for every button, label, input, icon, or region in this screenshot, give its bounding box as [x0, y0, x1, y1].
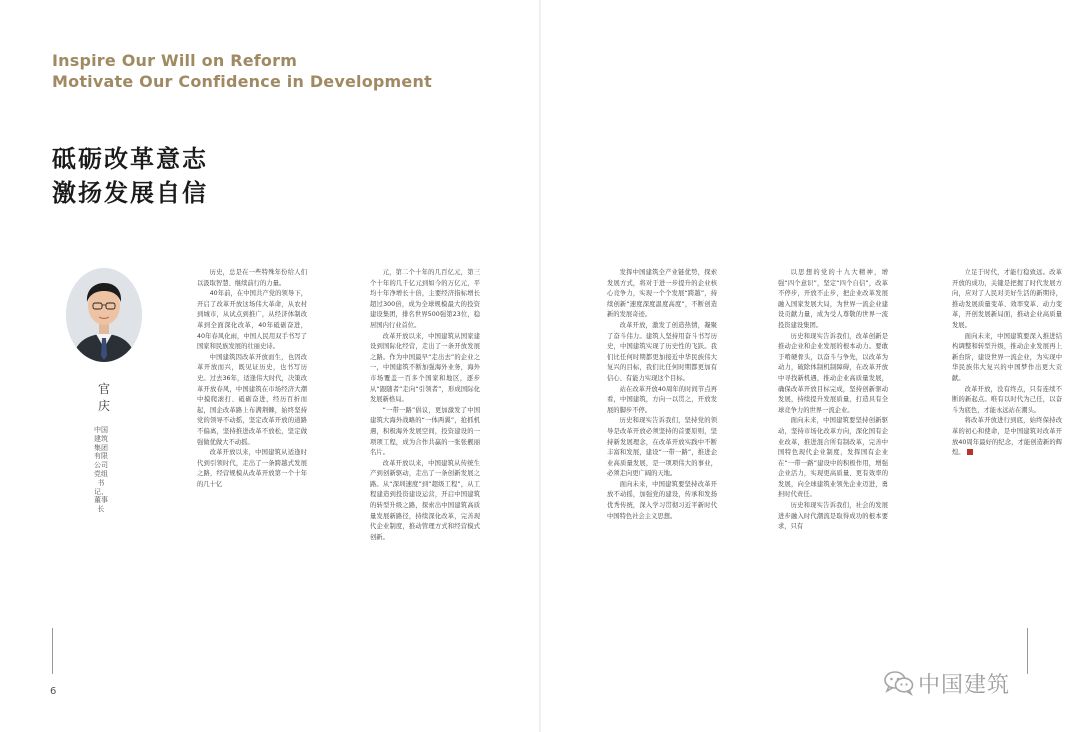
- paragraph: 面向未来，中国建筑要深入推进结构调整和转型升级，推动企业发展再上新台阶，建设世界一流企业，为实现中华民族伟大复兴的中国梦作出更大贡献。: [952, 332, 1062, 382]
- page-gutter: [539, 0, 541, 732]
- article-column-2: [370, 268, 480, 588]
- paragraph: 历史和现实告诉我们，坚持党的领导是改革开放必须坚持的首要原则，坚持新发展理念，在改革开放实践中不断丰富和发展，建设“一带一路”，推进企业高质量发展，是一项项伟大的事业，必须走向更广阔的天地。: [607, 417, 717, 478]
- wechat-icon: [884, 670, 914, 696]
- paragraph: 中国建筑因改革开放而生，也因改革开放而兴，既见证历史，也书写历史。过去36年，适逢伟大时代，决策改革开放春风，中国建筑在市场经济大潮中摸爬滚打、砥砺奋进，经历百折而起，国企改革路上布满荆棘，始终坚持党的领导不动摇，坚定改革开放的道路不偏离，坚持推进改革不放松，坚定做强做优做大不动摇。: [197, 353, 307, 446]
- paragraph: 改革开放，激发了创造热情，凝聚了奋斗伟力。建筑人坚持用奋斗书写历史，中国建筑实现了历史性的飞跃。我们比任何时期都更加接近中华民族伟大复兴的目标，我们比任何时期都更加有信心、有能力实现这个目标。: [607, 321, 717, 382]
- left-page-vertical-rule: [52, 628, 53, 674]
- paragraph: 改革开放以来，中国建筑从适逢时代到引领时代，走出了一条跨越式发展之路，经营规模从改革开放第一个十年的几十亿: [197, 449, 307, 488]
- paragraph: 立足于时代，才能行稳致远。改革开放的成功，关键是把握了时代发展方向，应对了人民对美好生活的新期待，推动发展质量变革、效率变革、动力变革，开创发展新局面，推动企业高质量发展。: [952, 269, 1062, 329]
- paragraph: 发挥中国建筑全产业链优势，探索发展方式，将对于进一步提升的企业核心竞争力，实现一个个发展“跨越”，持续创新“速度深度温度高度”，不断创造新的发展奇迹。: [607, 269, 717, 319]
- article-column-3: [607, 268, 717, 588]
- paragraph: 40年前，在中国共产党的领导下，开启了改革开放这场伟大革命，从农村到城市，从试点到推广，从经济体制改革到全面深化改革，40年砥砺奋进，40年春风化雨，中国人民用双手书写了国家和民族发展的壮丽史诗。: [197, 290, 307, 351]
- article-column-4: [778, 268, 888, 588]
- author-portrait: [66, 268, 142, 362]
- paragraph: 元，第二个十年的几百亿元，第三个十年的几千亿元到如今的万亿元，平均十年净增长十倍，主要经济指标增长超过300倍，成为全球规模最大的投资建设集团，排名世界500强第23位，稳居国内行业首位。: [370, 269, 480, 329]
- paragraph: 历史，总是在一些特殊年份给人们以汲取智慧、继续前行的力量。: [197, 269, 307, 287]
- english-title: [52, 50, 432, 92]
- paragraph-last: [952, 416, 1062, 458]
- english-title-line-2: Motivate Our Confidence in Development: [52, 72, 432, 91]
- paragraph: 以思想的党的十九大精神，增强“四个意识”，坚定“四个自信”，改革不停步，开放不止步，把企业改革发展融入国家发展大局，为世界一流企业建设贡献力量，成为受人尊敬的世界一流投资建设集团。: [778, 269, 888, 329]
- right-page-vertical-rule: [1027, 628, 1028, 674]
- paragraph-last-text: 将改革开放进行到底，始终保持改革的初心和使命，是中国建筑对改革开放40周年最好的纪念，才能创造新的辉煌。: [952, 417, 1062, 457]
- watermark-text: 中国建筑: [918, 672, 1011, 698]
- paragraph: 面向未来，中国建筑要坚持创新驱动，坚持市场化改革方向，深化国有企业改革，推进混合所有制改革，完善中国特色现代企业制度，发挥国有企业在“一带一路”建设中的积极作用，增强企业活力，实现更高质量、更有效率的发展，向全球建筑业领先企业迈进，勇担时代责任。: [778, 417, 888, 499]
- watermark: [884, 665, 1010, 701]
- article-column-1: [197, 268, 307, 588]
- chinese-title-line-2: 激扬发展自信: [52, 179, 208, 207]
- end-of-article-mark: [967, 449, 973, 455]
- paragraph: 历史和现实告诉我们，改革创新是推动企业和企业发展的根本动力。要敢于啃硬骨头，以奋斗与争先，以改革为动力，破除体制机制障碍，在改革开放中寻找新机遇，推动企业高质量发展，确保改革开放目标完成，坚持创新驱动发展，持续提升发展质量，打造具有全球竞争力的世界一流企业。: [778, 332, 888, 414]
- paragraph: 改革开放以来，中国建筑从国家建设到国际化经营，走出了一条开放发展之路。作为中国最早“走出去”的企业之一，中国建筑不断加强海外业务，海外市场覆盖一百多个国家和地区，逐步从“跟随者”走向“引领者”，形成国际化发展新格局。: [370, 332, 480, 404]
- paragraph: 改革开放，没有终点，只有连续不断的新起点。唯有以时代为己任，以奋斗为底色，才能永远站在潮头。: [952, 385, 1062, 414]
- chinese-title-line-1: 砥砺改革意志: [52, 145, 208, 173]
- author-position: 中国建筑集团有限公司党组书记、董事长: [94, 426, 108, 514]
- english-title-line-1: Inspire Our Will on Reform: [52, 51, 298, 70]
- paragraph: 站在改革开放40周年的时间节点再看，中国建筑，方向一以贯之，开放发展的脚步不停。: [607, 385, 717, 414]
- author-portrait-image: [66, 268, 142, 362]
- article-column-5: [952, 268, 1062, 588]
- paragraph: 历史和现实告诉我们，社会的发展进步融入时代潮流是取得成功的根本要求，只有: [778, 502, 888, 531]
- chinese-title: [52, 142, 208, 210]
- page-number: 6: [50, 686, 57, 697]
- paragraph: 改革开放以来，中国建筑从传统生产到创新驱动，走出了一条创新发展之路。从“深圳速度”到“超级工程”，从工程建造到投资建设运营，开启中国建筑的转型升级之路，探索出中国建筑高质量发展新路径，持续深化改革，完善现代企业制度，推动管理方式和经营模式创新。: [370, 459, 480, 541]
- paragraph: 面向未来，中国建筑要坚持改革开放不动摇，加强党的建设，传承和发扬优秀传统，深入学习贯彻习近平新时代中国特色社会主义思想。: [607, 480, 717, 520]
- paragraph: “一带一路”倡议，更加激发了中国建筑大海外战略的“一体两翼”，抢抓机遇，积极海外发展空间，投资建设的一项项工程，成为合作共赢的一张张靓丽名片。: [370, 406, 480, 457]
- author-name: 官庆: [97, 382, 110, 413]
